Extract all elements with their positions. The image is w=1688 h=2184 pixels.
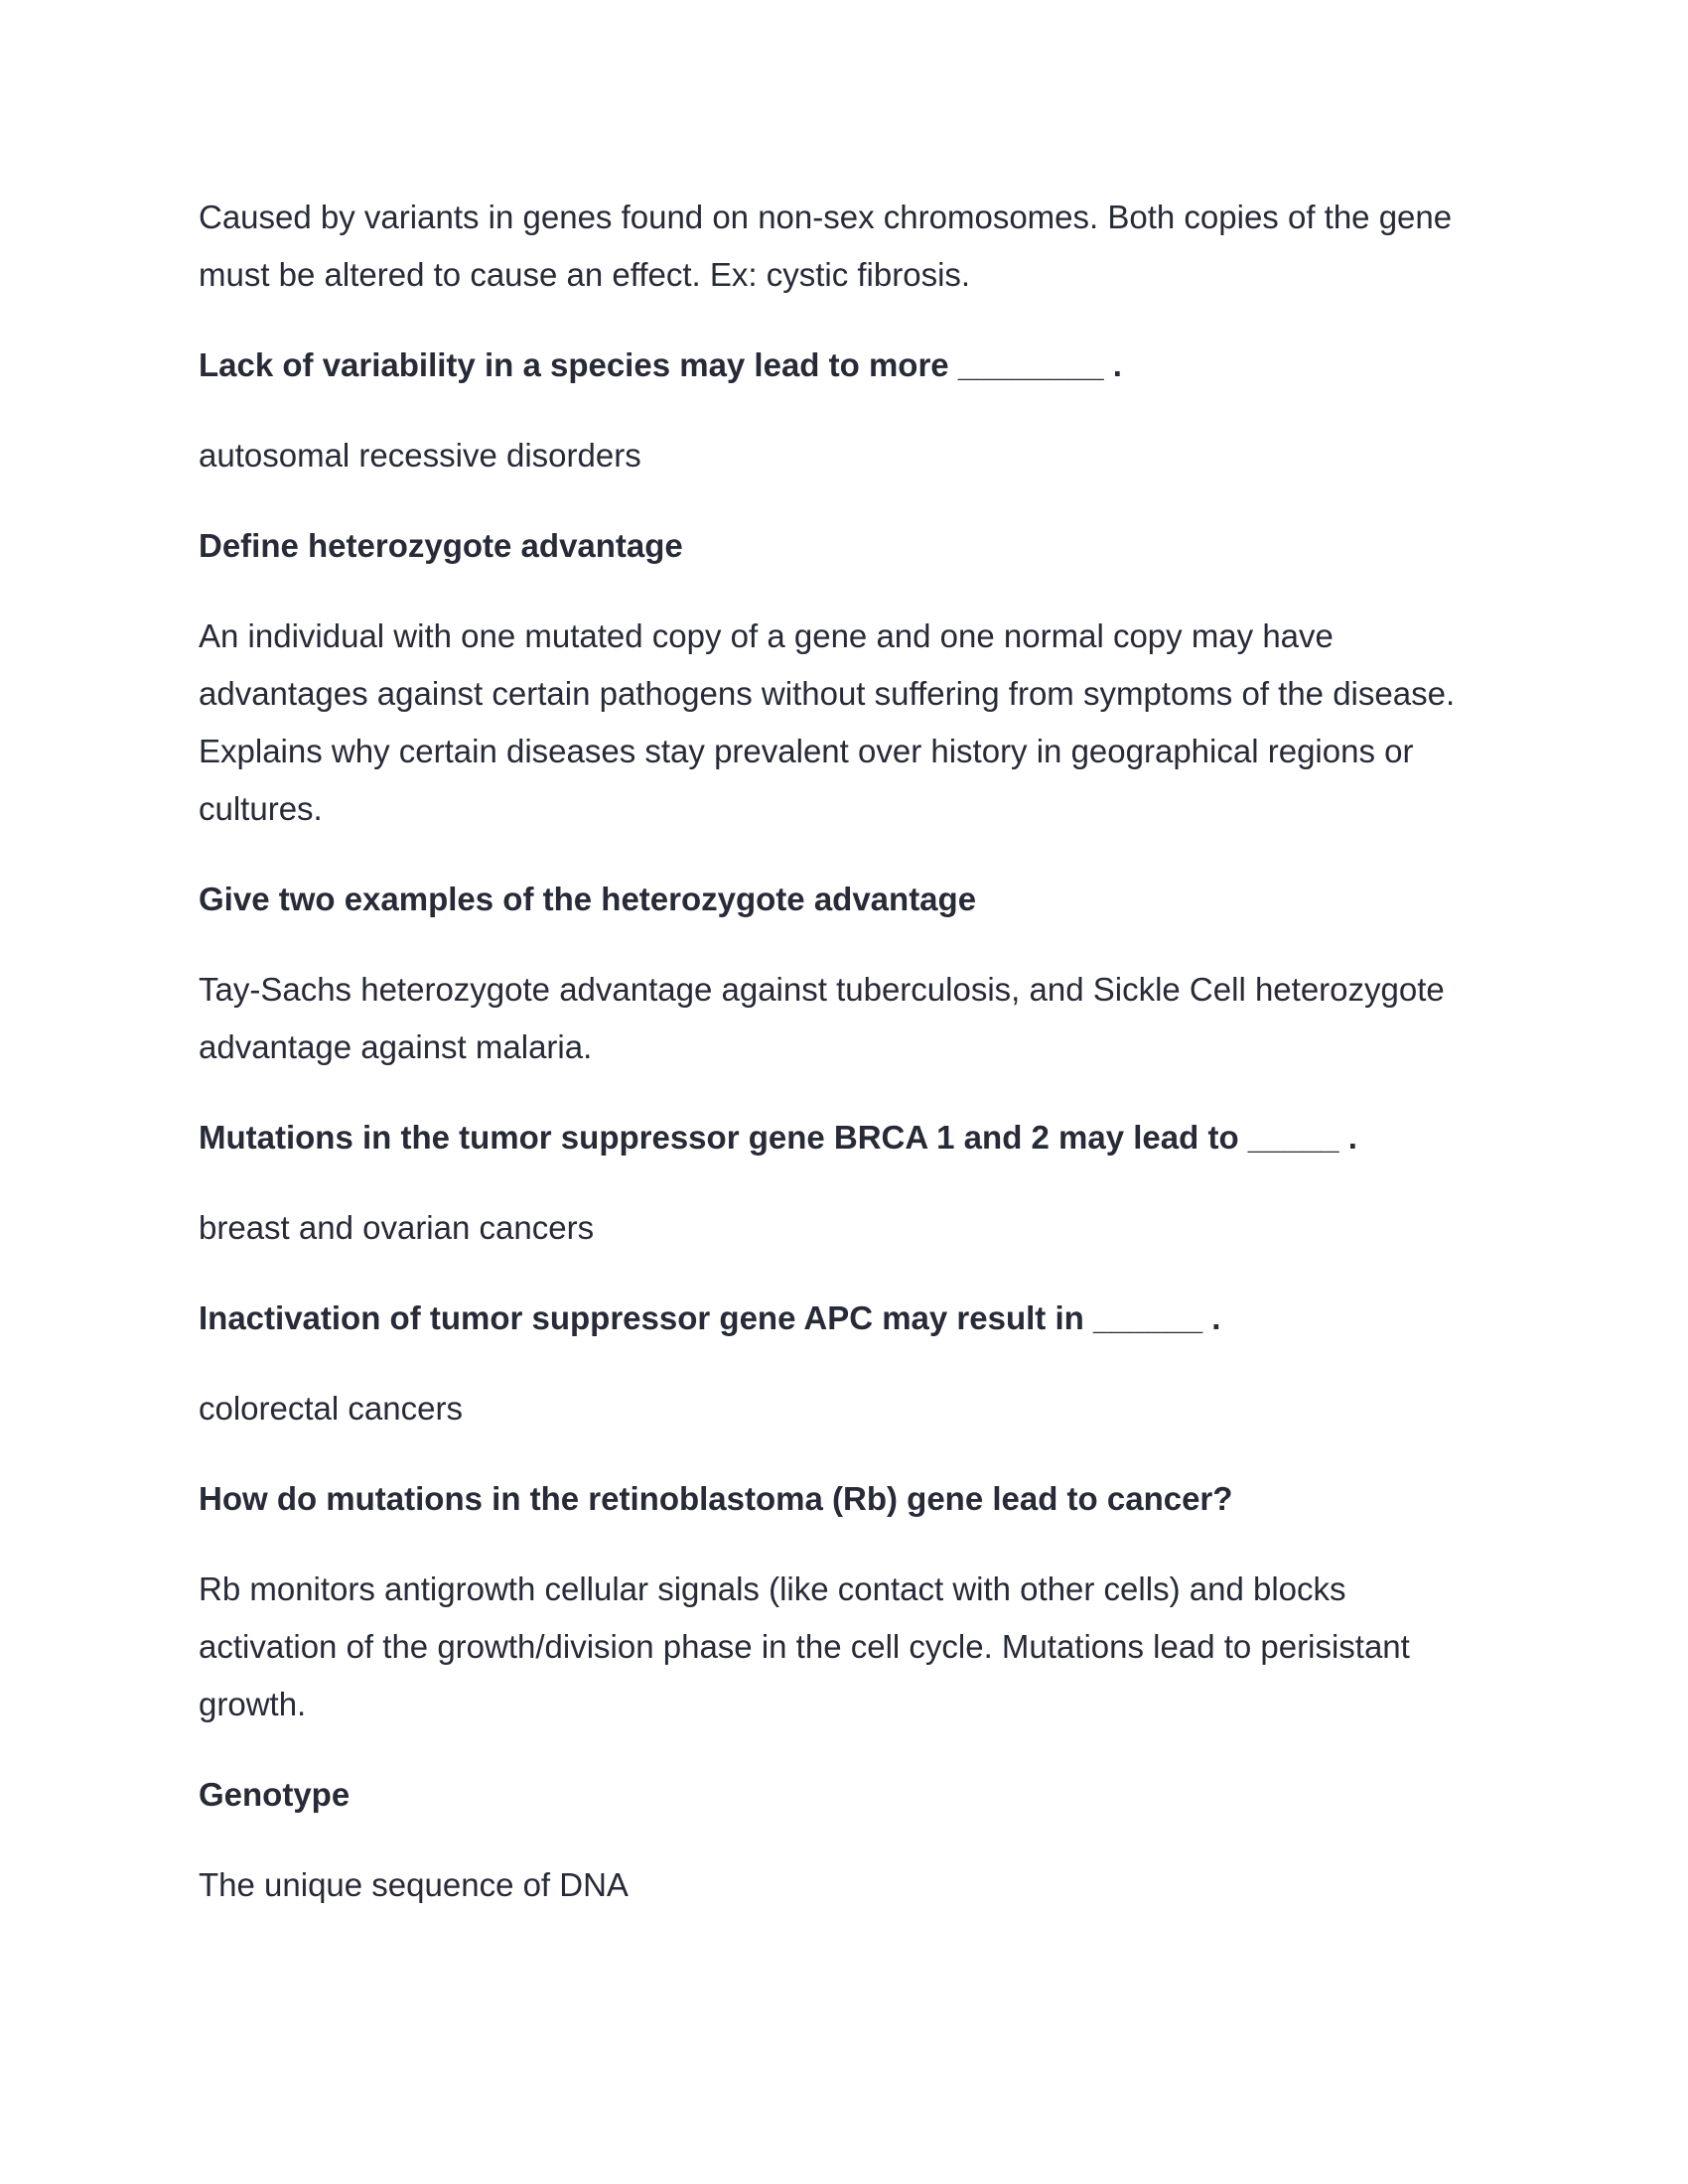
- question-text: Lack of variability in a species may lead to more ________ .: [199, 346, 1122, 383]
- answer-text: The unique sequence of DNA: [199, 1866, 629, 1903]
- answer-text: An individual with one mutated copy of a gene and one normal copy may have advantages against certain pathogens without suffering from symptoms of the disease. Explains why certain diseases stay prevalent over history in geographical regions or cultures.: [199, 617, 1456, 827]
- answer-text: Rb monitors antigrowth cellular signals (like contact with other cells) and blocks activation of the growth/division phase in the cell cycle. Mutations lead to perisistant growth.: [199, 1570, 1410, 1722]
- answer-text: colorectal cancers: [199, 1390, 463, 1427]
- question-text: Genotype: [199, 1776, 351, 1813]
- answer-text: Caused by variants in genes found on non-sex chromosomes. Both copies of the gene must be altered to cause an effect. Ex: cystic fibrosis.: [199, 199, 1453, 293]
- document-page: [199, 189, 1489, 1947]
- answer-text: Tay-Sachs heterozygote advantage against tuberculosis, and Sickle Cell heterozygote advantage against malaria.: [199, 971, 1445, 1065]
- answer-text: autosomal recessive disorders: [199, 437, 641, 474]
- question-text: How do mutations in the retinoblastoma (Rb) gene lead to cancer?: [199, 1480, 1233, 1517]
- answer-text: breast and ovarian cancers: [199, 1209, 595, 1246]
- question-text: Give two examples of the heterozygote advantage: [199, 881, 977, 917]
- question-text: Mutations in the tumor suppressor gene BRCA 1 and 2 may lead to _____ .: [199, 1119, 1357, 1156]
- question-text: Inactivation of tumor suppressor gene APC may result in ______ .: [199, 1299, 1221, 1336]
- question-text: Define heterozygote advantage: [199, 527, 683, 564]
